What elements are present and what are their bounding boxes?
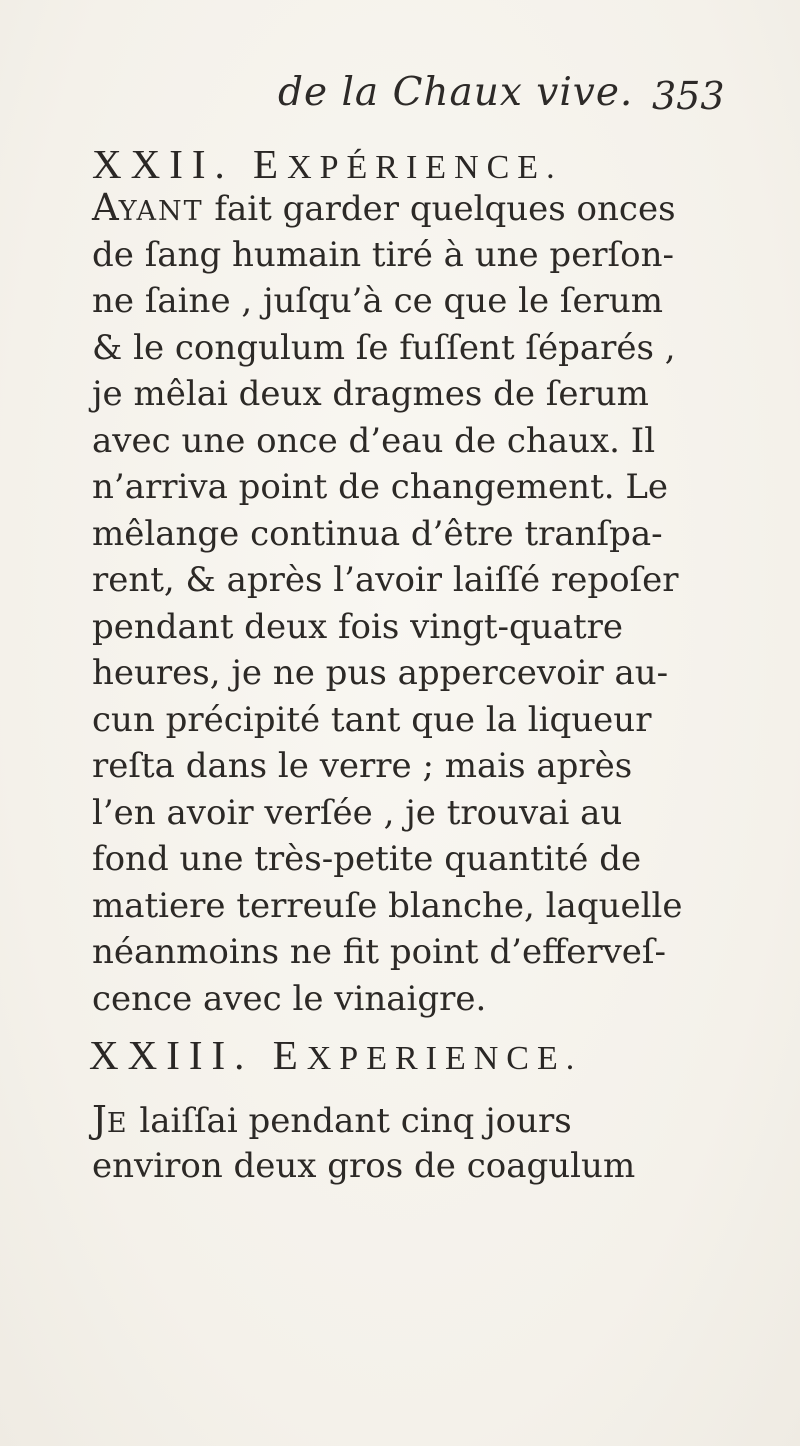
heading-numeral: XXII. [92, 141, 234, 187]
heading-word-initial: E [253, 141, 288, 187]
running-head: de la Chaux vive. [278, 70, 634, 115]
text-line: ne ſaine , juſqu’à ce que le ſerum [92, 281, 664, 321]
drop-initial: J [92, 1098, 107, 1141]
text-line: l’en avoir verſée , je trouvai au [92, 792, 623, 833]
section-heading-experiment-23 [89, 1031, 582, 1079]
line-text: laiſſai pendant cinq jours [128, 1101, 572, 1141]
heading-word-initial: E [272, 1032, 307, 1078]
heading-word-rest: XPÉRIENCE. [287, 149, 563, 186]
text-line [92, 1100, 572, 1144]
line-text: fait garder quelques onces [203, 189, 676, 229]
small-caps-word: YANT [118, 196, 204, 227]
text-line [92, 188, 676, 232]
text-line: néanmoins ne fit point d’efferveſ- [92, 932, 666, 972]
text-line: matiere terreuſe blanche, laquelle [92, 885, 683, 926]
section-heading-experiment-22 [92, 140, 563, 188]
text-line: de ſang humain tiré à une perſon- [92, 234, 675, 275]
text-line: pendant deux fois vingt-quatre [92, 606, 624, 647]
small-caps-word: E [106, 1108, 129, 1139]
text-line: & le congulum ſe fuſſent ſéparés , [92, 327, 676, 368]
text-line: n’arriva point de changement. Le [92, 467, 669, 507]
text-line: je mêlai deux dragmes de ſerum [92, 374, 649, 414]
text-line: environ deux gros de coagulum [92, 1146, 636, 1186]
text-line: cun précipité tant que la liqueur [92, 699, 652, 740]
heading-numeral: XXIII. [89, 1032, 254, 1078]
page-number: 353 [652, 74, 725, 118]
drop-initial: A [92, 186, 119, 229]
text-line: reſta dans le verre ; mais après [92, 746, 633, 786]
text-line: rent, & après l’avoir laiſſé repoſer [92, 560, 679, 600]
text-line: fond une très-petite quantité de [92, 839, 642, 879]
text-line: mêlange continua d’être tranſpa- [92, 513, 663, 554]
text-line: avec une once d’eau de chaux. Il [92, 420, 656, 461]
text-line: cence avec le vinaigre. [92, 978, 487, 1019]
text-line: heures, je ne pus appercevoir au- [92, 653, 669, 693]
heading-word-rest: XPERIENCE. [306, 1040, 583, 1077]
